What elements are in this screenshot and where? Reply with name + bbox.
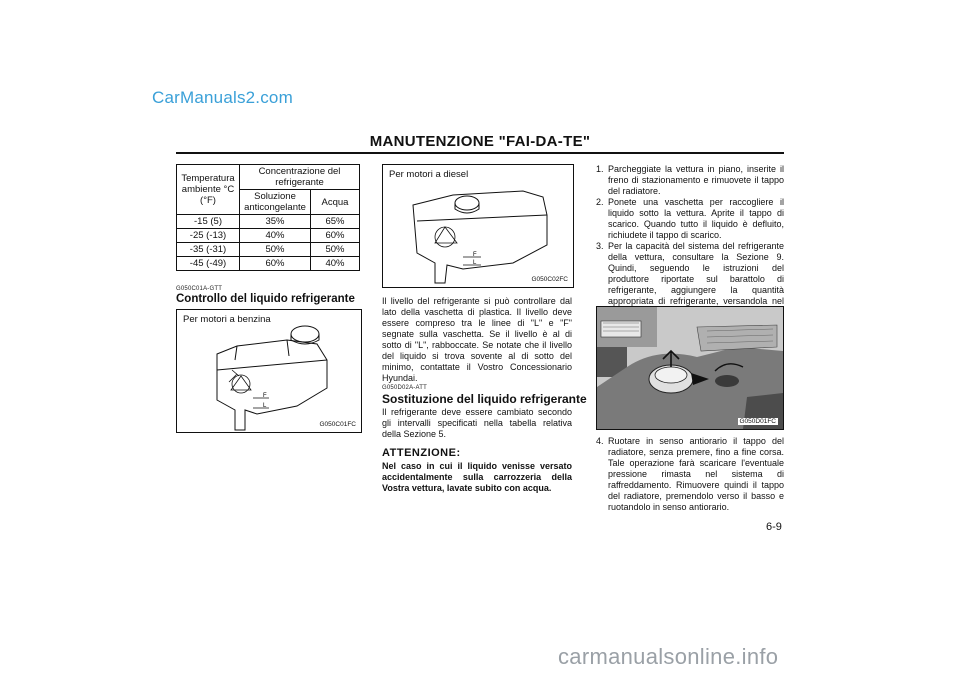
list-item bbox=[596, 197, 784, 241]
coolant-tank-illustration bbox=[177, 310, 361, 432]
coolant-tank-illustration bbox=[383, 165, 573, 287]
table-cell: 65% bbox=[311, 215, 360, 229]
table-row bbox=[177, 229, 360, 243]
step-number: 1. bbox=[596, 164, 604, 174]
table-row bbox=[177, 257, 360, 271]
figure-code-diesel: G050C02FC bbox=[531, 276, 568, 283]
step-text: Parcheggiate la vettura in piano, inserite il freno di stazionamento e rimuovete il tappo del radiatore. bbox=[608, 164, 784, 196]
radiator-cap-photo bbox=[597, 307, 783, 429]
table-cell: 60% bbox=[311, 229, 360, 243]
table-cell: -25 (-13) bbox=[177, 229, 240, 243]
table-cell: 50% bbox=[311, 243, 360, 257]
step-text: Ponete una vaschetta per raccogliere il liquido sotto la vettura. Aprite il tappo di scarico. Quando tutto il liquido è defluito, richiudete il tappo di scarico. bbox=[608, 197, 784, 240]
section-title-check-coolant: Controllo del liquido refrigerante bbox=[176, 293, 355, 305]
figure-diesel-tank bbox=[382, 164, 574, 288]
table-header-concentration: Concentrazione del refrigerante bbox=[240, 165, 360, 190]
watermark-logo-top[interactable]: CarManuals2.com bbox=[152, 88, 293, 107]
step-number: 4. bbox=[596, 436, 604, 446]
figure-label-diesel: Per motori a diesel bbox=[389, 169, 469, 180]
figure-code-radiator: G050D01FC bbox=[739, 418, 776, 425]
watermark-logo-bottom[interactable]: carmanualsonline.info bbox=[558, 644, 779, 669]
warning-title: ATTENZIONE: bbox=[382, 447, 461, 459]
step-text: Per la capacità del sistema del refrigerante della vettura, consultare la Sezione 9. Quindi, seguendo le istruzioni del produttore riportate sul barattolo di refrigerante, aggiungere la quantità appropriata di refrigerante, versandola nel bbox=[608, 241, 784, 306]
section-code-replace: G050D02A-ATT bbox=[382, 385, 427, 391]
table-cell: -15 (5) bbox=[177, 215, 240, 229]
table-row bbox=[177, 215, 360, 229]
table-header-solution: Soluzione anticongelante bbox=[240, 190, 311, 215]
table-row bbox=[177, 243, 360, 257]
figure-petrol-tank bbox=[176, 309, 362, 433]
table-cell: -35 (-31) bbox=[177, 243, 240, 257]
table-cell: -45 (-49) bbox=[177, 257, 240, 271]
table-cell: 35% bbox=[240, 215, 311, 229]
tank-mark-f: F bbox=[263, 393, 267, 399]
section-code-check: G050C01A-GTT bbox=[176, 286, 223, 292]
list-item bbox=[596, 164, 784, 197]
table-cell: 50% bbox=[240, 243, 311, 257]
page-header-title: MANUTENZIONE "FAI-DA-TE" bbox=[369, 133, 591, 150]
tank-mark-l: L bbox=[473, 260, 477, 266]
table-header-water: Acqua bbox=[311, 190, 360, 215]
table-cell: 40% bbox=[240, 229, 311, 243]
table-cell: 60% bbox=[240, 257, 311, 271]
section-title-replace-coolant: Sostituzione del liquido refrigerante bbox=[382, 392, 587, 406]
table-header-temperature: Temperatura ambiente °C (°F) bbox=[177, 165, 240, 215]
table-cell: 40% bbox=[311, 257, 360, 271]
figure-label-petrol: Per motori a benzina bbox=[183, 314, 271, 325]
procedure-step-4 bbox=[596, 436, 784, 513]
list-item bbox=[596, 436, 784, 513]
tank-mark-f: F bbox=[473, 252, 477, 258]
warning-text: Nel caso in cui il liquido venisse versato accidentalmente sulla carrozzeria della Vostra vettura, lavate subito con acqua. bbox=[382, 461, 572, 493]
procedure-steps bbox=[596, 164, 784, 318]
tank-mark-l: L bbox=[263, 403, 267, 409]
paragraph-replace-interval: Il refrigerante deve essere cambiato secondo gli intervalli specificati nella tabella relativa della Sezione 5. bbox=[382, 407, 572, 439]
page-number: 6-9 bbox=[766, 521, 782, 533]
header-rule bbox=[176, 152, 784, 154]
paragraph-check-level: Il livello del refrigerante si può controllare dal lato della vaschetta di plastica. Il livello deve essere compreso tra le linee di "L" e "F" segnate sulla vaschetta. Se il livello è al di sotto di "L", rabboccate. Se notate che il livello del liquido si trova sovente al di sotto del minimo, contattate il Vostro Concessionario Hyundai. bbox=[382, 296, 572, 383]
step-text: Ruotare in senso antiorario il tappo del radiatore, senza premere, fino a fine corsa. Tale operazione farà scaricare l'eventuale pressione rimasta nel sistema di raffreddamento. Rimuovere quindi il tappo del radiatore, premendolo verso il basso e ruotandolo in senso antiorario. bbox=[608, 436, 784, 512]
step-number: 3. bbox=[596, 241, 604, 251]
coolant-concentration-table bbox=[176, 164, 360, 271]
figure-code-petrol: G050C01FC bbox=[319, 421, 356, 428]
step-number: 2. bbox=[596, 197, 604, 207]
figure-radiator-cap bbox=[596, 306, 784, 430]
